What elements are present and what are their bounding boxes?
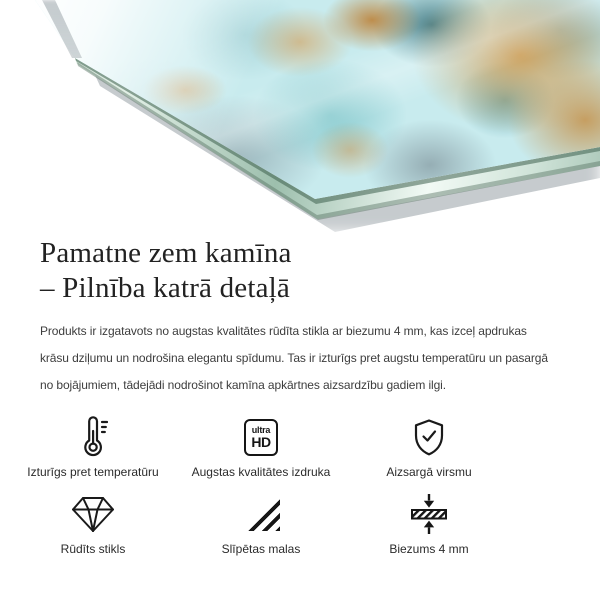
feature-label: Slīpētas malas xyxy=(221,542,301,556)
product-description xyxy=(40,318,560,399)
feature-protection xyxy=(345,415,513,479)
page-title xyxy=(40,236,560,306)
feature-label: Aizsargā virsmu xyxy=(386,465,472,479)
features-grid xyxy=(9,415,600,556)
feature-label: Rūdīts stikls xyxy=(60,542,126,556)
ultra-hd-icon xyxy=(244,415,278,459)
thermometer-icon xyxy=(78,415,108,459)
feature-label: Biezums 4 mm xyxy=(389,542,469,556)
description-line: no bojājumiem, tādejādi nodrošinot kamīna apkārtnes aizsardzību gadiem ilgi. xyxy=(40,378,446,392)
feature-temperature xyxy=(9,415,177,479)
uhd-badge-bottom: HD xyxy=(251,433,271,450)
description-line: Produkts ir izgatavots no augstas kvalitātes rūdīta stikla ar biezumu 4 mm, kas izceļ apdrukas xyxy=(40,324,527,338)
feature-tempered-glass xyxy=(9,492,177,556)
shield-check-icon xyxy=(413,415,445,459)
feature-label: Augstas kvalitātes izdruka xyxy=(191,465,331,479)
description-line: krāsu dziļumu un nodrošina elegantu spīdumu. Tas ir izturīgs pret augstu temperatūru un pasargā xyxy=(40,351,548,365)
diamond-icon xyxy=(70,492,116,536)
feature-thickness xyxy=(345,492,513,556)
feature-label: Izturīgs pret temperatūru xyxy=(27,465,159,479)
beveled-edges-icon xyxy=(242,492,280,536)
uhd-badge-top: ultra xyxy=(251,424,271,435)
title-line-1: Pamatne zem kamīna xyxy=(40,237,292,269)
thickness-icon xyxy=(408,492,450,536)
feature-polished-edges xyxy=(177,492,345,556)
product-photo xyxy=(0,0,600,232)
description-block xyxy=(0,232,600,399)
feature-print-quality xyxy=(177,415,345,479)
title-line-2: – Pilnība katrā detaļā xyxy=(40,272,291,304)
